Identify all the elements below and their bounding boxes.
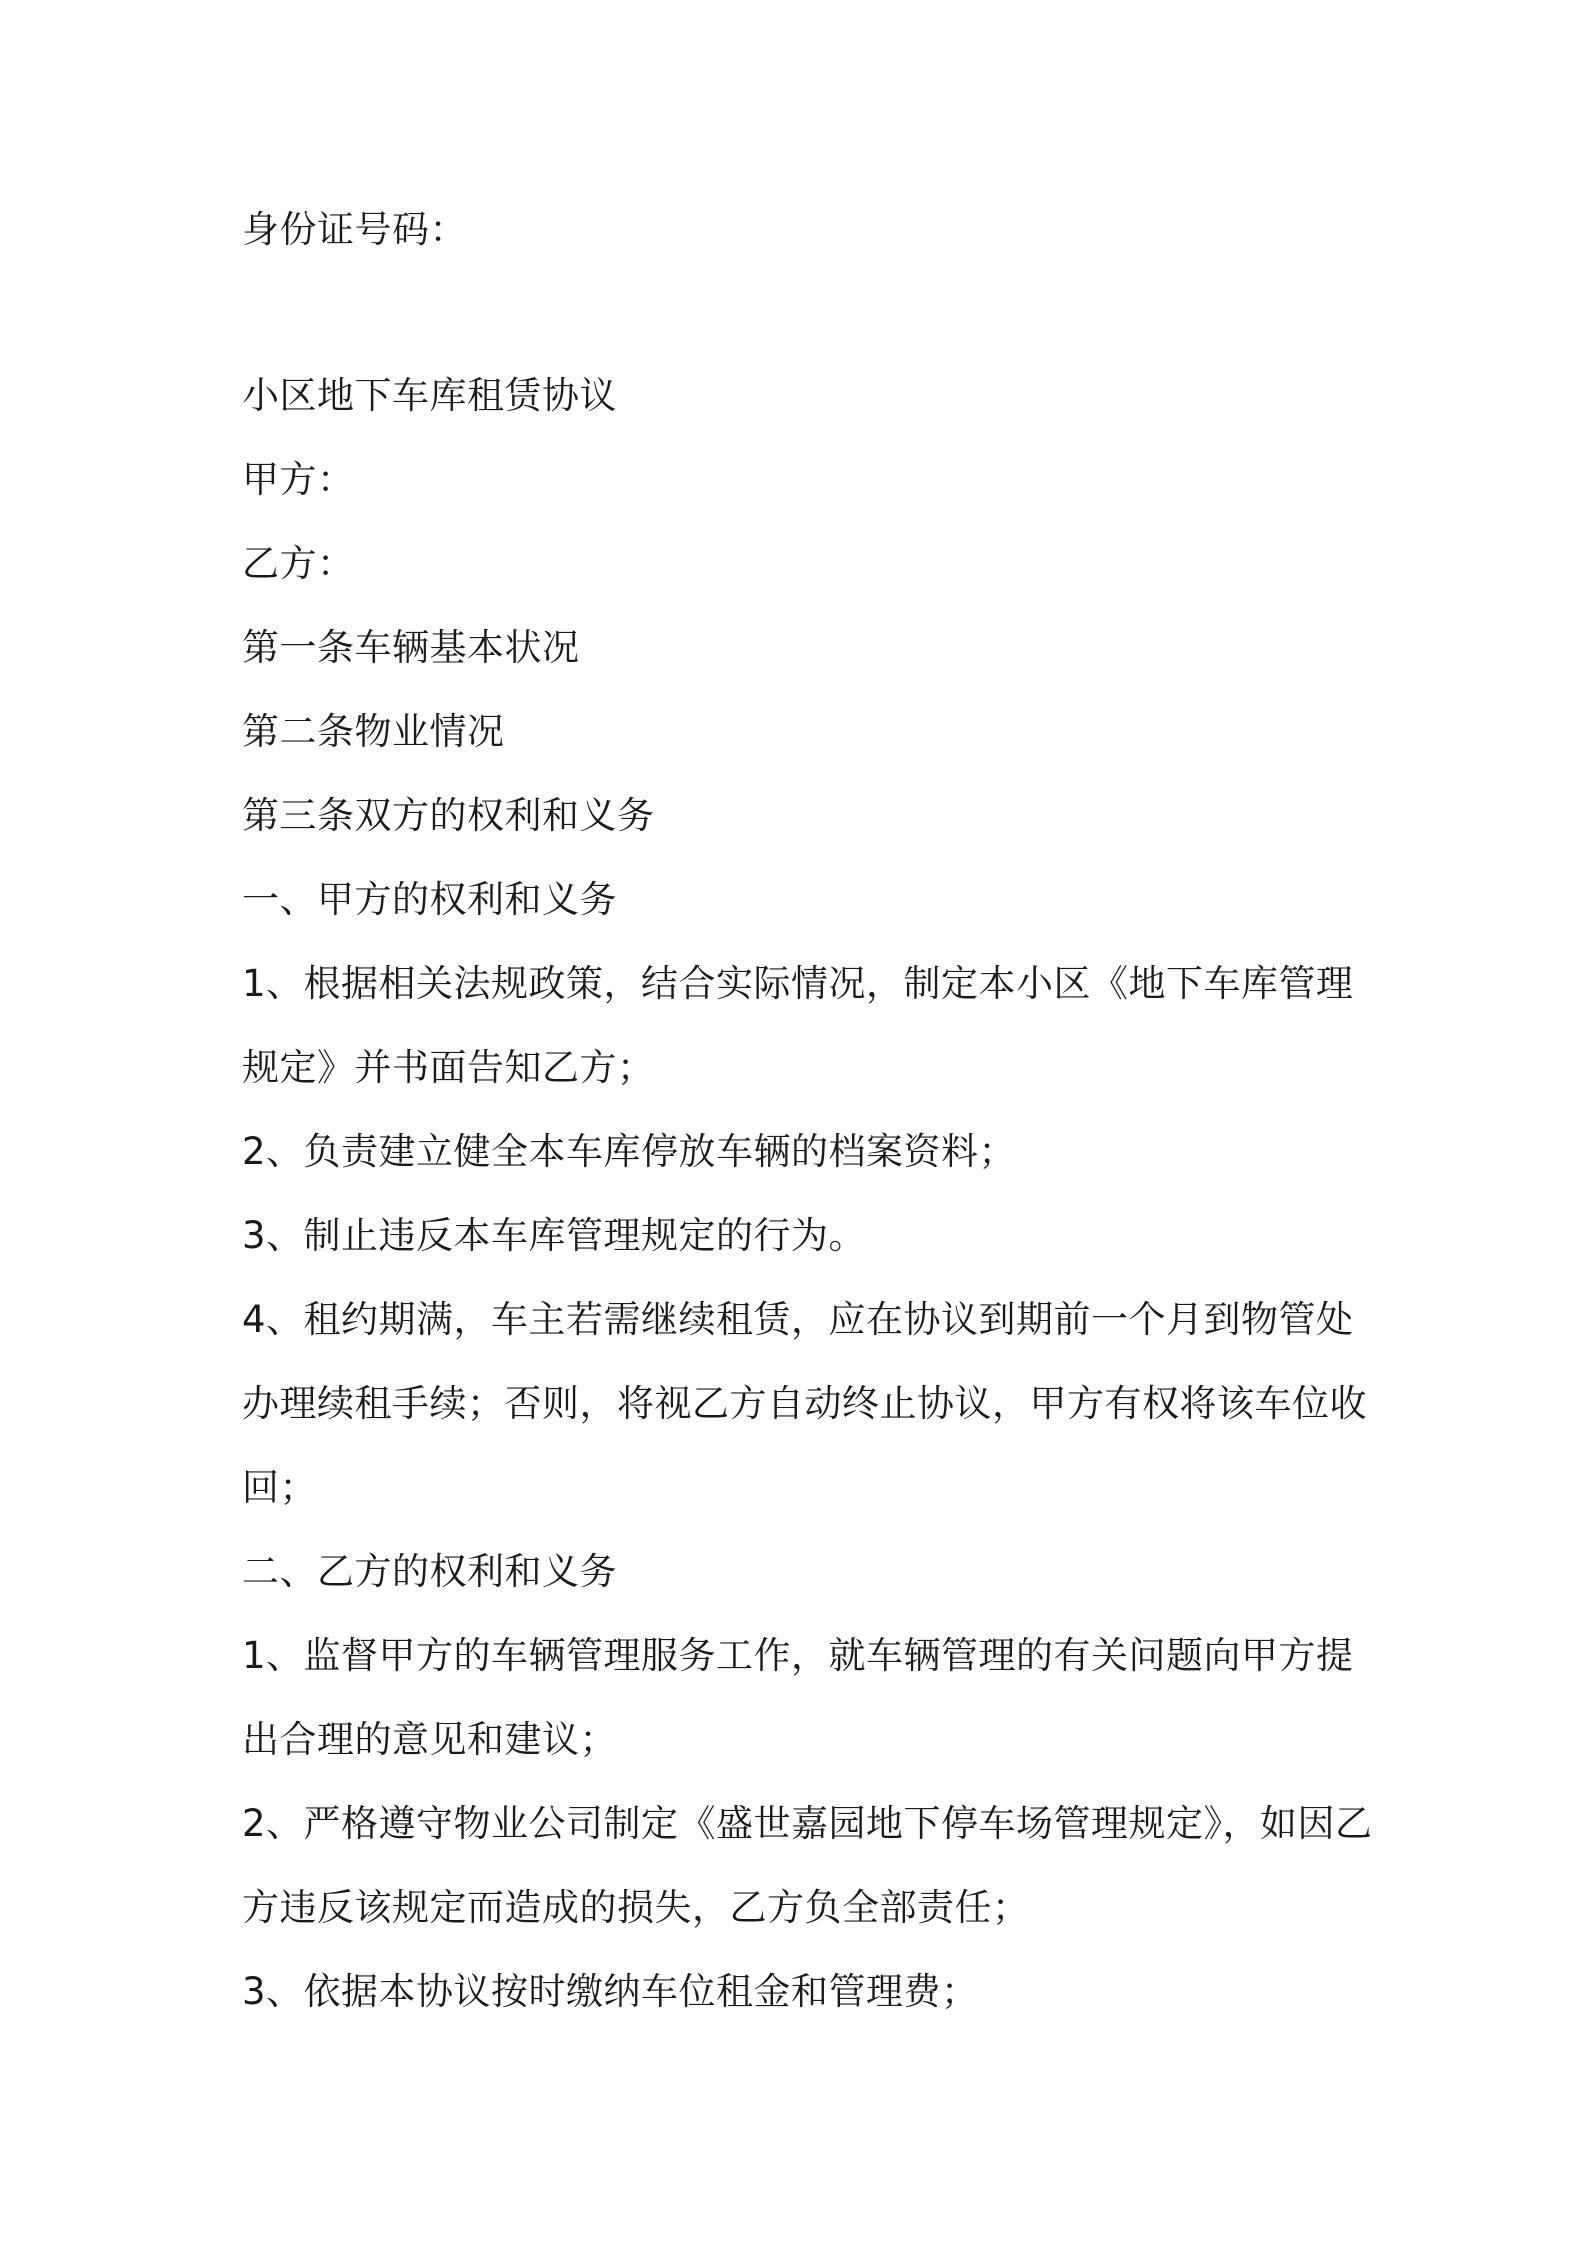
section-a-item-1-line-1: 1、根据相关法规政策，结合实际情况，制定本小区《地下车库管理 xyxy=(242,962,1354,1005)
section-b-item-1-line-2: 出合理的意见和建议； xyxy=(242,1718,617,1761)
article-1-heading: 第一条车辆基本状况 xyxy=(242,626,580,669)
party-a-label: 甲方： xyxy=(242,458,355,501)
section-a-item-4-line-3: 回； xyxy=(242,1466,317,1509)
section-a-item-1-line-2: 规定》并书面告知乙方； xyxy=(242,1046,655,1089)
article-3-heading: 第三条双方的权利和义务 xyxy=(242,794,655,837)
section-a-item-2: 2、负责建立健全本车库停放车辆的档案资料； xyxy=(242,1130,1017,1173)
section-b-item-2-line-1: 2、严格遵守物业公司制定《盛世嘉园地下停车场管理规定》，如因乙 xyxy=(242,1802,1373,1845)
party-b-label: 乙方： xyxy=(242,542,355,585)
section-a-item-3: 3、制止违反本车库管理规定的行为。 xyxy=(242,1214,867,1257)
agreement-title: 小区地下车库租赁协议 xyxy=(242,374,617,417)
section-a-heading: 一、甲方的权利和义务 xyxy=(242,878,617,921)
article-2-heading: 第二条物业情况 xyxy=(242,710,505,753)
section-b-item-2-line-2: 方违反该规定而造成的损失，乙方负全部责任； xyxy=(242,1886,1030,1929)
section-a-item-4-line-1: 4、租约期满，车主若需继续租赁，应在协议到期前一个月到物管处 xyxy=(242,1298,1354,1341)
section-b-item-1-line-1: 1、监督甲方的车辆管理服务工作，就车辆管理的有关问题向甲方提 xyxy=(242,1634,1354,1677)
section-b-item-3: 3、依据本协议按时缴纳车位租金和管理费； xyxy=(242,1970,979,2013)
section-b-heading: 二、乙方的权利和义务 xyxy=(242,1550,617,1593)
id-number-label: 身份证号码： xyxy=(242,208,467,251)
section-a-item-4-line-2: 办理续租手续；否则，将视乙方自动终止协议，甲方有权将该车位收 xyxy=(242,1382,1367,1425)
